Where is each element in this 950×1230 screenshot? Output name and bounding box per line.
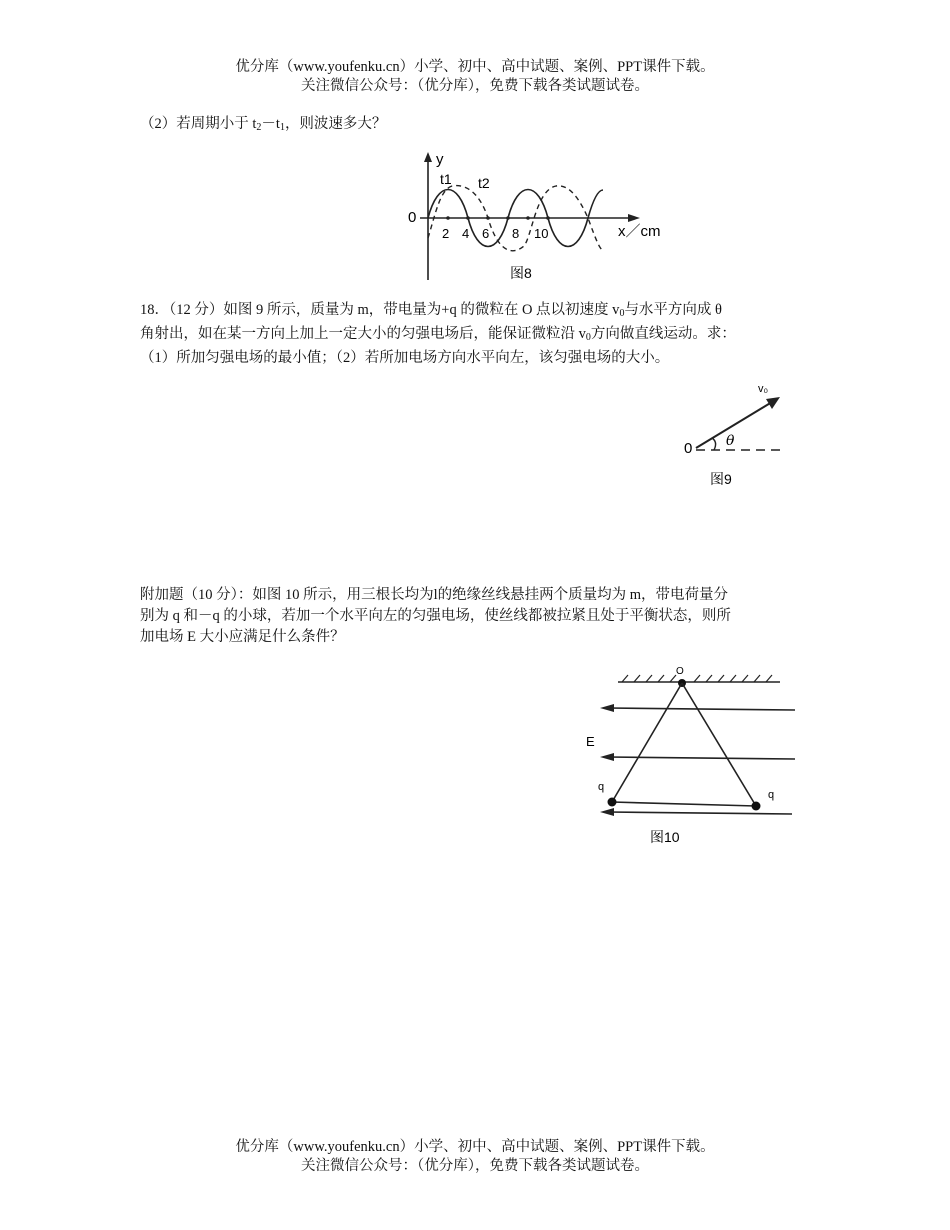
q18-line2-sub: 0 xyxy=(585,332,591,343)
bonus-question xyxy=(140,585,815,648)
tick-label-10: 10 xyxy=(534,226,549,241)
field-arrow-icon xyxy=(600,753,614,761)
page-footer xyxy=(0,1138,950,1176)
right-thread xyxy=(682,683,756,806)
page-header xyxy=(0,58,950,96)
header-line-1: 优分库（www.youfenku.cn）小学、初中、高中试题、案例、PPT课件下载。 xyxy=(235,59,715,75)
velocity-arrow-icon xyxy=(766,397,780,409)
y-axis-label: y xyxy=(436,151,444,168)
v0-label: v₀ xyxy=(758,383,769,395)
ceiling-hatching xyxy=(622,675,772,682)
tick-label-4: 4 xyxy=(462,226,470,241)
field-line xyxy=(608,757,795,759)
question-18 xyxy=(140,300,815,369)
tick-dot xyxy=(446,216,450,220)
field-e-label: E xyxy=(586,734,595,749)
bonus-line-3: 加电场 E 大小应满足什么条件？ xyxy=(140,629,345,645)
wave-diagram xyxy=(400,150,675,285)
q17-text-mid: －t xyxy=(261,116,280,132)
q18-line2-post: 方向做直线运动。求： xyxy=(590,326,736,342)
tick-dot xyxy=(546,216,550,220)
angle-arc xyxy=(712,438,716,450)
q17-text-post: ，则波速多大？ xyxy=(284,116,387,132)
t1-label: t1 xyxy=(440,171,452,187)
x-axis-arrow-icon xyxy=(628,214,640,222)
connecting-thread xyxy=(612,802,756,806)
velocity-diagram xyxy=(680,378,795,493)
figure-8 xyxy=(400,150,675,285)
figure-8-caption: 图8 xyxy=(510,265,532,281)
tick-label-8: 8 xyxy=(512,226,520,241)
q18-line2-pre: 角射出，如在某一方向上加上一定大小的匀强电场后，能保证微粒沿 v xyxy=(140,326,586,342)
field-line xyxy=(608,812,792,814)
left-thread xyxy=(612,683,682,802)
q18-line1-sub: 0 xyxy=(619,308,625,319)
footer-line-1: 优分库（www.youfenku.cn）小学、初中、高中试题、案例、PPT课件下载。 xyxy=(235,1139,715,1155)
q18-line1-post: 与水平方向成 θ xyxy=(624,302,723,318)
suspension-point-label: O xyxy=(676,666,684,677)
tick-dot xyxy=(506,216,510,220)
q18-line3: （1）所加匀强电场的最小值；（2）若所加电场方向水平向左，该匀强电场的大小。 xyxy=(140,350,670,366)
figure-9 xyxy=(680,378,795,493)
tick-label-6: 6 xyxy=(482,226,490,241)
q17-sub-1: 1 xyxy=(279,122,285,133)
tick-label-2: 2 xyxy=(442,226,450,241)
field-arrow-icon xyxy=(600,704,614,712)
y-axis-arrow-icon xyxy=(424,152,432,162)
q17-sub-2: 2 xyxy=(256,122,262,133)
t2-label: t2 xyxy=(478,175,490,191)
field-arrow-icon xyxy=(600,808,614,816)
figure-9-caption: 图9 xyxy=(710,471,732,487)
q18-line1-pre: 18．（12 分）如图 9 所示，质量为 m，带电量为+q 的微粒在 O 点以初速度 v xyxy=(140,302,620,318)
left-charge-label: q xyxy=(598,781,605,793)
figure-10 xyxy=(580,662,800,852)
x-axis-label: x／cm xyxy=(618,223,661,240)
origin-label: 0 xyxy=(408,209,417,226)
right-charge-label: q xyxy=(768,789,775,801)
q17-text-pre: （2）若周期小于 t xyxy=(140,116,257,132)
left-charge-ball xyxy=(608,798,617,807)
right-charge-ball xyxy=(752,802,761,811)
suspended-charges-diagram xyxy=(580,662,800,852)
origin-o-label: 0 xyxy=(684,440,693,457)
field-line xyxy=(608,708,795,710)
tick-dot xyxy=(526,216,530,220)
question-17-part-2 xyxy=(140,114,815,138)
tick-dot xyxy=(466,216,470,220)
theta-label: θ xyxy=(726,433,735,449)
bonus-line-2: 别为 q 和－q 的小球，若加一个水平向左的匀强电场，使丝线都被拉紧且处于平衡状态，则所 xyxy=(140,608,731,624)
figure-10-caption: 图10 xyxy=(650,829,680,845)
header-line-2: 关注微信公众号：（优分库），免费下载各类试题试卷。 xyxy=(301,78,649,94)
footer-line-2: 关注微信公众号：（优分库），免费下载各类试题试卷。 xyxy=(301,1158,649,1174)
bonus-line-1: 附加题（10 分）：如图 10 所示，用三根长均为l的绝缘丝线悬挂两个质量均为 m，带电荷量分 xyxy=(140,587,729,603)
tick-dot xyxy=(486,216,490,220)
